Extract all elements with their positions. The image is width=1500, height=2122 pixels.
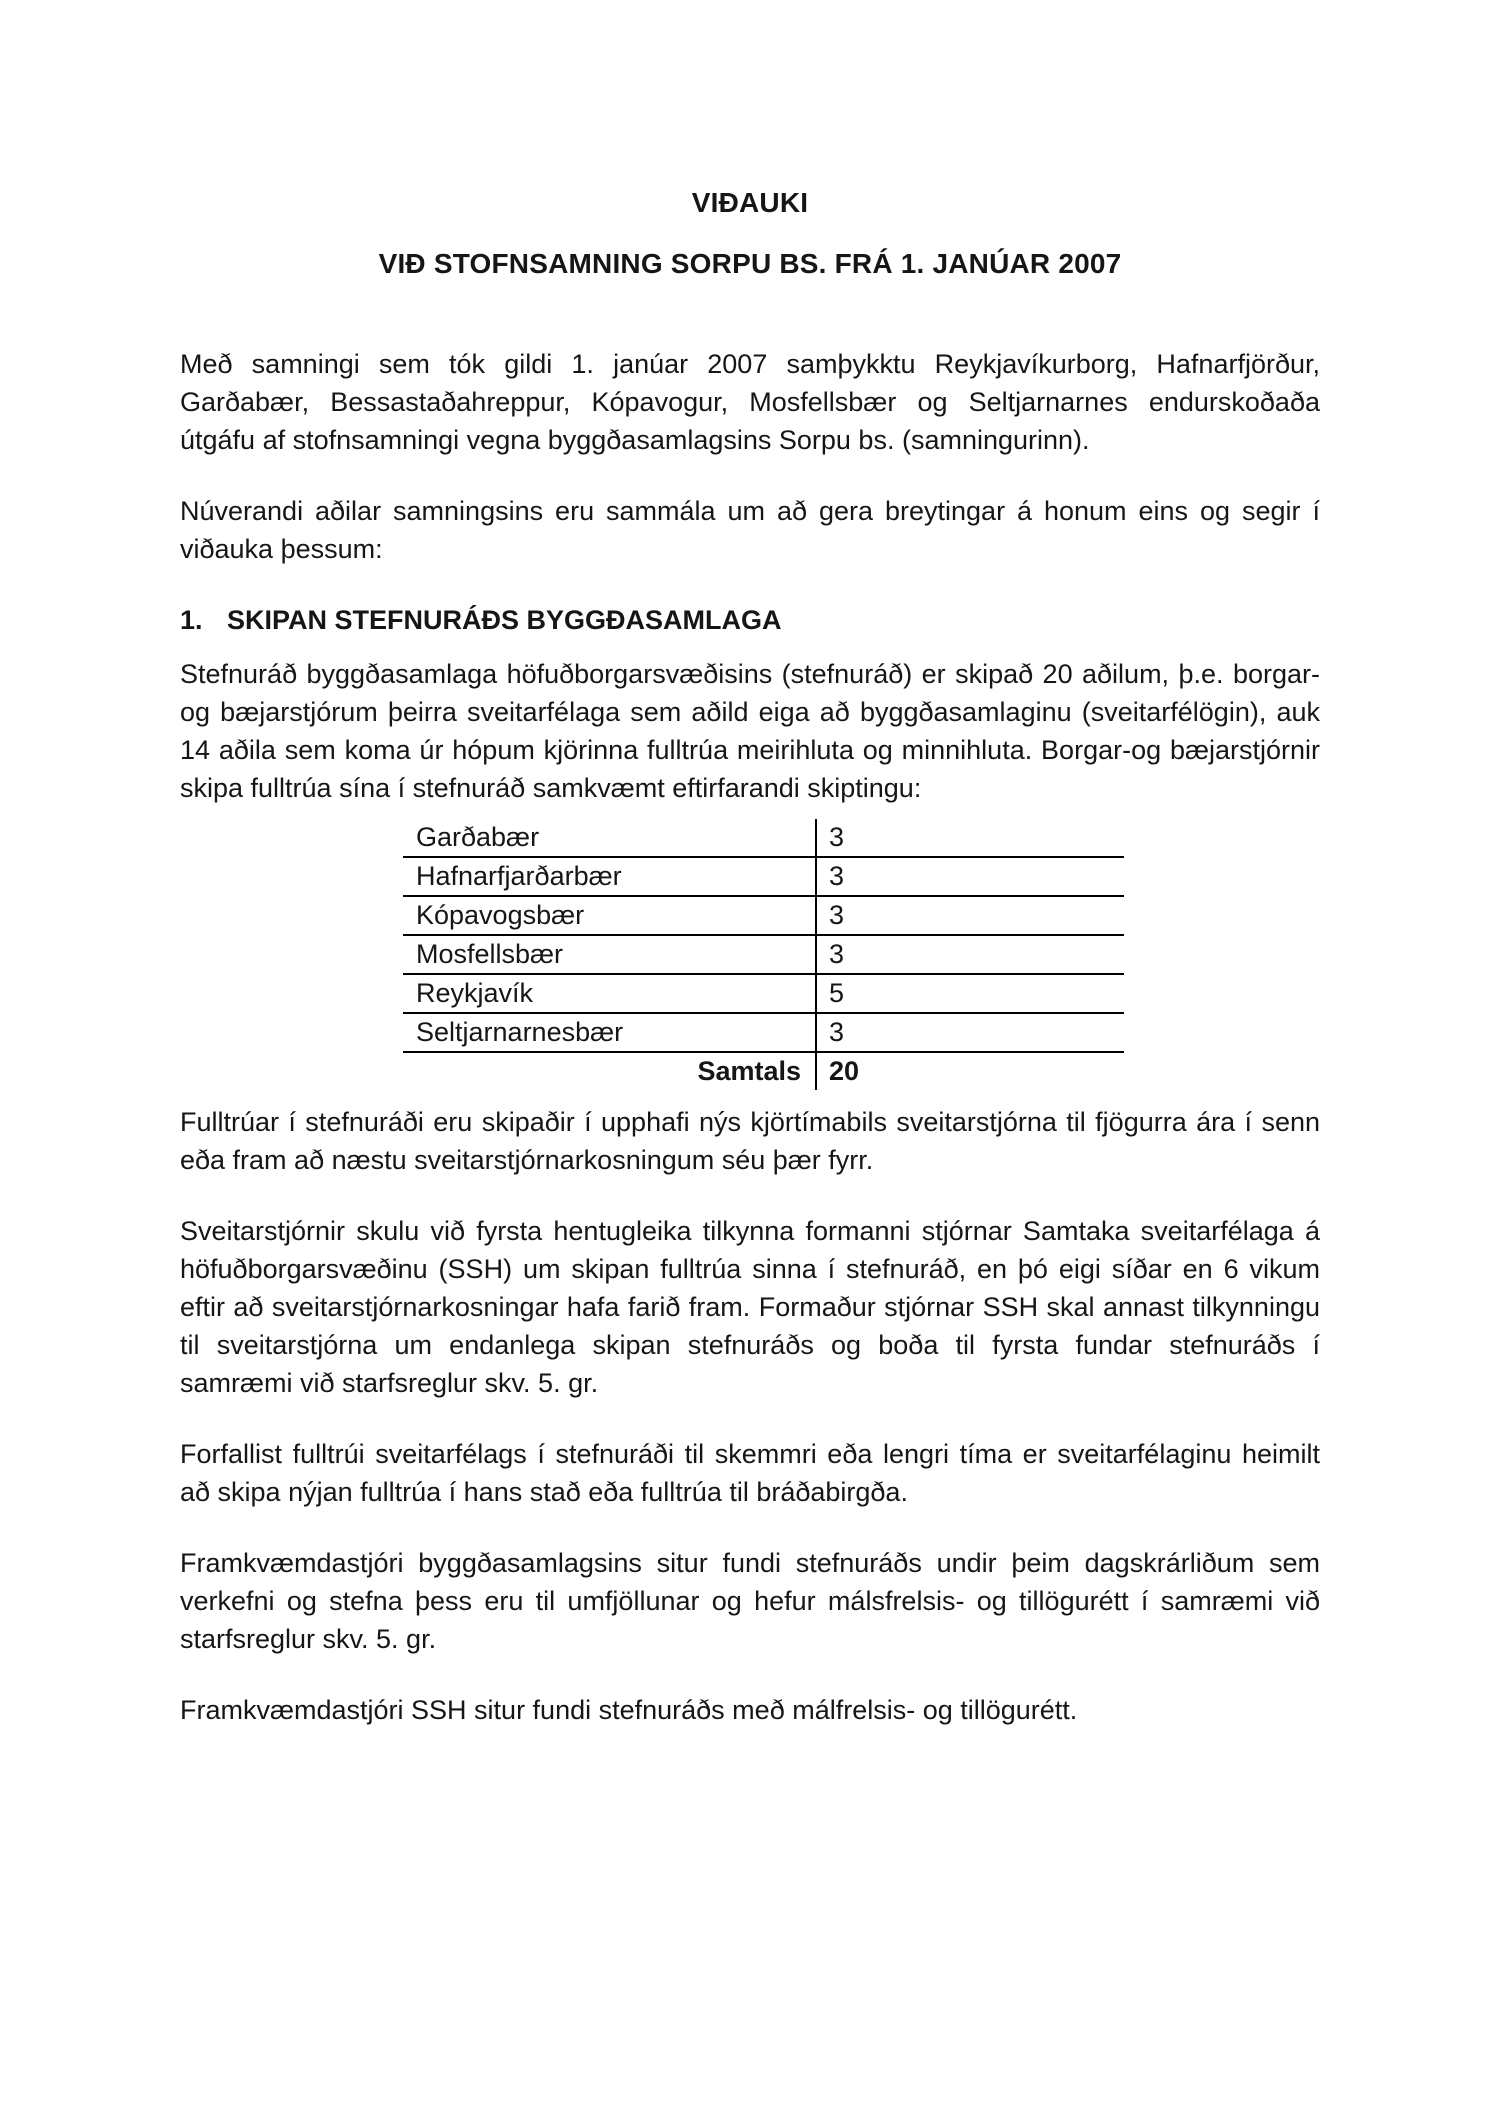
table-row: [403, 1013, 1124, 1052]
section-1-heading: [180, 601, 1320, 639]
section-1-paragraph-4: Framkvæmdastjóri byggðasamlagsins situr fundi stefnuráðs undir þeim dagskrárliðum sem verkefni og stefna þess eru til umfjöllunar og hefur málsfrelsis- og tillögurétt í samræmi við starfsreglur skv. 5. gr.: [180, 1548, 1320, 1654]
document-title: VIÐAUKI: [691, 187, 809, 218]
municipality-name-cell: Garðabær: [403, 819, 816, 857]
table-row: [403, 819, 1124, 857]
document-subtitle: VIÐ STOFNSAMNING SORPU BS. FRÁ 1. JANÚAR 2007: [378, 248, 1122, 279]
table-row: [403, 935, 1124, 974]
table-row: [403, 857, 1124, 896]
intro-paragraph-1: Með samningi sem tók gildi 1. janúar 2007 samþykktu Reykjavíkurborg, Hafnarfjörður, Garðabær, Bessastaðahreppur, Kópavogur, Mosfellsbær og Seltjarnarnes endurskoðaða útgáfu af stofnsamningi vegna byggðasamlagsins Sorpu bs. (samningurinn).: [180, 349, 1320, 455]
section-1-paragraph-1: Fulltrúar í stefnuráði eru skipaðir í upphafi nýs kjörtímabils sveitarstjórna til fjögurra ára í senn eða fram að næstu sveitarstjórnarkosningum séu þær fyrr.: [180, 1107, 1320, 1175]
seat-count-cell: 3: [816, 935, 1124, 974]
municipality-name-cell: Mosfellsbær: [403, 935, 816, 974]
seat-allocation-table: [403, 819, 1124, 1090]
seat-count-cell: 3: [816, 857, 1124, 896]
municipality-name-cell: Reykjavík: [403, 974, 816, 1013]
seat-count-cell: 5: [816, 974, 1124, 1013]
municipality-name-cell: Seltjarnarnesbær: [403, 1013, 816, 1052]
seat-count-cell: 3: [816, 819, 1124, 857]
seat-count-cell: 3: [816, 1013, 1124, 1052]
table-row: [403, 974, 1124, 1013]
section-1-number: 1.: [180, 605, 203, 635]
municipality-name-cell: Kópavogsbær: [403, 896, 816, 935]
total-value-cell: 20: [816, 1052, 1124, 1090]
section-1-intro-paragraph: Stefnuráð byggðasamlaga höfuðborgarsvæðisins (stefnuráð) er skipað 20 aðilum, þ.e. borgar- og bæjarstjórum þeirra sveitarfélaga sem aðild eiga að byggðasamlaginu (sveitarfélögin), auk 14 aðila sem koma úr hópum kjörinna fulltrúa meirihluta og minnihluta. Borgar-og bæjarstjórnir skipa fulltrúa sína í stefnuráð samkvæmt eftirfarandi skiptingu:: [180, 659, 1320, 803]
intro-paragraph-2: Núverandi aðilar samningsins eru sammála um að gera breytingar á honum eins og segir í viðauka þessum:: [180, 496, 1320, 564]
section-1-paragraph-2: Sveitarstjórnir skulu við fyrsta hentugleika tilkynna formanni stjórnar Samtaka sveitarfélaga á höfuðborgarsvæðinu (SSH) um skipan fulltrúa sinna í stefnuráð, en þó eigi síðar en 6 vikum eftir að sveitarstjórnarkosningar hafa farið fram. Formaður stjórnar SSH skal annast tilkynningu til sveitarstjórna um endanlega skipan stefnuráðs og boða til fyrsta fundar stefnuráðs í samræmi við starfsreglur skv. 5. gr.: [180, 1216, 1320, 1398]
section-1-paragraph-3: Forfallist fulltrúi sveitarfélags í stefnuráði til skemmri eða lengri tíma er sveitarfélaginu heimilt að skipa nýjan fulltrúa í hans stað eða fulltrúa til bráðabirgða.: [180, 1439, 1320, 1507]
table-total-row: [403, 1052, 1124, 1090]
section-1-paragraph-5: Framkvæmdastjóri SSH situr fundi stefnuráðs með málfrelsis- og tillögurétt.: [180, 1695, 1078, 1725]
section-1-title: SKIPAN STEFNURÁÐS BYGGÐASAMLAGA: [227, 605, 782, 635]
total-label-cell: Samtals: [697, 1056, 801, 1086]
municipality-name-cell: Hafnarfjarðarbær: [403, 857, 816, 896]
seat-count-cell: 3: [816, 896, 1124, 935]
table-row: [403, 896, 1124, 935]
